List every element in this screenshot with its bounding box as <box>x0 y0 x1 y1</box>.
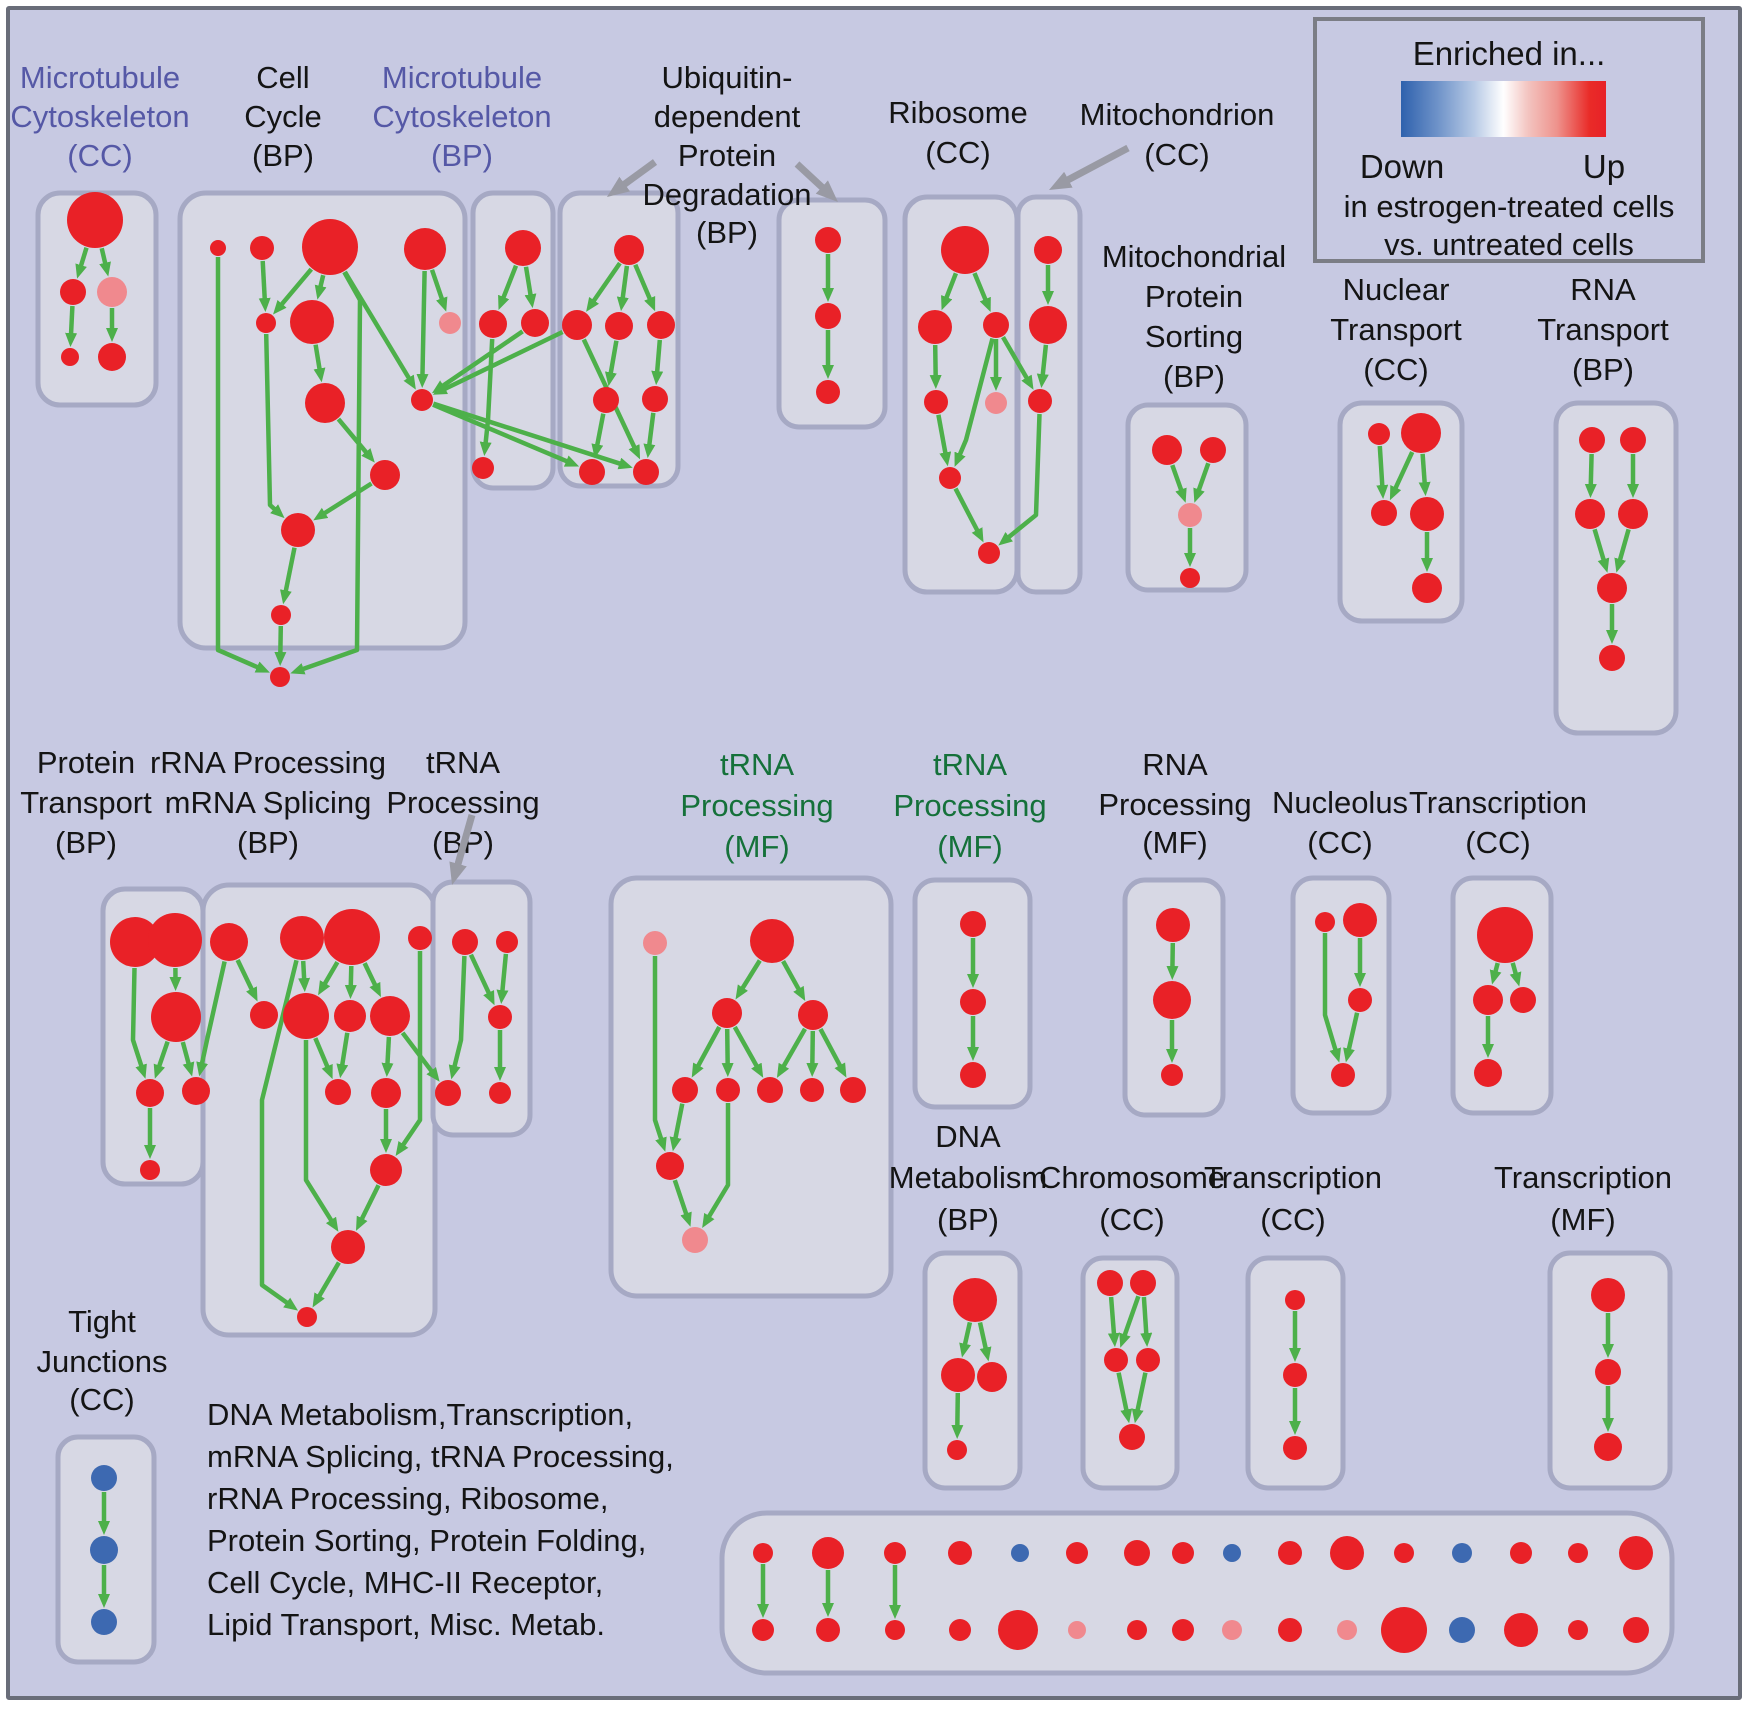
go-term-node <box>978 542 1000 564</box>
cluster-label: (BP) <box>55 825 117 860</box>
cluster-label: rRNA Processing <box>149 745 387 780</box>
go-term-node <box>250 1001 278 1029</box>
go-term-node <box>983 312 1009 338</box>
nuclear-transport-cc-edge <box>1423 454 1425 486</box>
go-term-node <box>884 1542 906 1564</box>
go-term-node <box>488 1005 512 1029</box>
microtubule-cytoskeleton-cc-edge <box>71 306 73 337</box>
go-term-node <box>1172 1542 1194 1564</box>
cluster-label: (CC) <box>925 135 991 170</box>
cluster-label: (BP) <box>432 825 494 860</box>
cluster-label: tRNA <box>425 745 501 780</box>
go-term-node <box>1575 499 1605 529</box>
cluster-label: Junctions <box>36 1344 168 1379</box>
go-term-node <box>1597 573 1627 603</box>
go-term-node <box>1368 423 1390 445</box>
cell-cycle-bp-edge <box>422 271 424 378</box>
go-term-node <box>815 303 841 329</box>
go-term-node <box>1452 1543 1472 1563</box>
cluster-label: (CC) <box>1144 137 1210 172</box>
color-legend <box>1313 17 1705 263</box>
go-term-node <box>977 1362 1007 1392</box>
go-term-node <box>1579 427 1605 453</box>
rna-transport-bp-edge <box>1591 454 1592 488</box>
go-term-node <box>885 1620 905 1640</box>
cluster-label: RNA <box>1570 272 1636 307</box>
cluster-label: (BP) <box>1163 359 1225 394</box>
chromosome-cc-edge <box>1144 1297 1147 1337</box>
go-term-node <box>182 1077 210 1105</box>
go-term-node <box>656 1152 684 1180</box>
cluster-label: Mitochondrion <box>1079 97 1275 132</box>
cluster-label: (CC) <box>1099 1202 1165 1237</box>
go-term-node <box>411 389 433 411</box>
cluster-label: (MF) <box>724 829 790 864</box>
go-term-node <box>682 1227 708 1253</box>
go-term-node <box>1618 499 1648 529</box>
go-term-node <box>1510 1542 1532 1564</box>
go-term-node <box>1343 903 1377 937</box>
go-term-node <box>479 310 507 338</box>
cluster-label: Protein <box>677 138 777 173</box>
misc-note-line: DNA Metabolism,Transcription, <box>207 1397 634 1432</box>
go-term-node <box>1410 497 1444 531</box>
go-term-node <box>1136 1348 1160 1372</box>
cluster-label: Processing <box>386 785 540 820</box>
go-term-node <box>960 989 986 1015</box>
go-term-node <box>1180 568 1200 588</box>
cluster-label: Transport <box>20 785 152 820</box>
rrna-processing-mrna-splicing-bp-edge <box>303 961 304 982</box>
cluster-label: tRNA <box>719 747 795 782</box>
cluster-label: Ubiquitin- <box>661 60 793 95</box>
go-term-node <box>1283 1436 1307 1460</box>
cluster-label: (CC) <box>67 138 133 173</box>
cluster-label: (CC) <box>1363 352 1429 387</box>
go-term-node <box>1381 1607 1427 1653</box>
ubiquitin-degradation-bp-a-edge <box>657 340 660 375</box>
go-term-node <box>91 1609 117 1635</box>
go-term-node <box>672 1077 698 1103</box>
go-term-node <box>1278 1541 1302 1565</box>
ribosome-cc-edge <box>935 345 936 379</box>
cluster-label: (BP) <box>431 138 493 173</box>
cluster-label: (CC) <box>69 1382 135 1417</box>
go-term-node <box>60 279 86 305</box>
cluster-label: Mitochondrial <box>1101 239 1287 274</box>
go-term-node <box>404 228 446 270</box>
go-term-node <box>1371 500 1397 526</box>
trna-processing-mf-a-edge <box>812 1031 813 1067</box>
go-term-node <box>750 919 794 963</box>
go-term-node <box>1034 236 1062 264</box>
cluster-label: Chromosome <box>1038 1160 1226 1195</box>
cluster-label: Protein <box>36 745 136 780</box>
go-term-node <box>1619 1536 1653 1570</box>
go-term-node <box>642 386 668 412</box>
cluster-label: (BP) <box>937 1202 999 1237</box>
cluster-label: Microtubule <box>19 60 181 95</box>
cluster-label: Transport <box>1537 312 1669 347</box>
cluster-label: (BP) <box>696 215 758 250</box>
go-term-node <box>1331 1063 1355 1087</box>
go-term-node <box>1222 1620 1242 1640</box>
go-term-node <box>1178 503 1202 527</box>
trna-processing-mf-a-edge <box>727 1029 728 1067</box>
go-term-node <box>1200 437 1226 463</box>
cluster-label: (MF) <box>1142 825 1208 860</box>
cluster-label: (BP) <box>252 138 314 173</box>
cell-cycle-bp-edge <box>263 261 265 302</box>
misc-note-line: rRNA Processing, Ribosome, <box>207 1481 609 1516</box>
cluster-label: Processing <box>680 788 834 823</box>
cluster-label: (CC) <box>1307 825 1373 860</box>
go-term-node <box>256 313 276 333</box>
go-term-node <box>90 1536 118 1564</box>
go-term-node <box>1449 1617 1475 1643</box>
cluster-label: Cell <box>256 60 310 95</box>
go-term-node <box>941 226 989 274</box>
go-term-node <box>643 931 667 955</box>
go-term-node <box>505 230 541 266</box>
go-term-node <box>1152 435 1182 465</box>
chromosome-cc-box <box>1083 1258 1177 1488</box>
go-term-node <box>370 460 400 490</box>
go-term-node <box>960 911 986 937</box>
go-term-node <box>757 1077 783 1103</box>
go-term-node <box>812 1537 844 1569</box>
go-term-node <box>1510 987 1536 1013</box>
go-term-node <box>521 309 549 337</box>
go-term-node <box>452 929 478 955</box>
cluster-label: Cycle <box>244 99 322 134</box>
go-term-node <box>283 993 329 1039</box>
go-term-node <box>815 227 841 253</box>
chromosome-cc-edge <box>1111 1297 1114 1337</box>
go-term-node <box>91 1465 117 1491</box>
cluster-label: Nuclear <box>1342 272 1450 307</box>
go-term-node <box>281 513 315 547</box>
go-term-node <box>61 348 79 366</box>
go-term-node <box>210 240 226 256</box>
go-term-node <box>1156 908 1190 942</box>
go-term-node <box>305 383 345 423</box>
go-term-node <box>1348 988 1372 1012</box>
go-term-node <box>136 1079 164 1107</box>
go-term-node <box>1337 1620 1357 1640</box>
go-term-node <box>985 392 1007 414</box>
go-term-node <box>1473 985 1503 1015</box>
go-term-node <box>324 909 380 965</box>
go-term-node <box>435 1080 461 1106</box>
mitochondrial-protein-sorting-bp-box <box>1128 405 1246 590</box>
go-term-node <box>1315 912 1335 932</box>
label-pointer-arrow <box>1064 148 1128 182</box>
cluster-label: tRNA <box>932 747 1008 782</box>
go-term-node <box>489 1082 511 1104</box>
legend-subtitle-line2: vs. untreated cells <box>1384 227 1634 262</box>
go-term-node <box>924 390 948 414</box>
go-term-node <box>753 1543 773 1563</box>
go-term-node <box>647 311 675 339</box>
go-term-node <box>593 387 619 413</box>
go-term-node <box>1172 1619 1194 1641</box>
go-term-node <box>1068 1621 1086 1639</box>
go-term-node <box>1124 1540 1150 1566</box>
go-term-node <box>941 1358 975 1392</box>
go-term-node <box>1477 907 1533 963</box>
go-term-node <box>800 1078 824 1102</box>
go-term-node <box>840 1077 866 1103</box>
go-term-node <box>1130 1270 1156 1296</box>
go-term-node <box>1283 1363 1307 1387</box>
go-term-node <box>633 459 659 485</box>
go-term-node <box>148 913 202 967</box>
legend-subtitle-line1: in estrogen-treated cells <box>1343 189 1675 224</box>
go-term-node <box>1620 427 1646 453</box>
go-term-node <box>1285 1290 1305 1310</box>
cluster-label: RNA <box>1142 747 1208 782</box>
go-term-node <box>151 992 201 1042</box>
cluster-label: Transcription <box>1493 1160 1673 1195</box>
go-term-node <box>408 926 432 950</box>
cluster-label: Processing <box>893 788 1047 823</box>
go-term-node <box>816 1618 840 1642</box>
go-term-node <box>472 457 494 479</box>
go-term-node <box>1127 1620 1147 1640</box>
misc-note-line: mRNA Splicing, tRNA Processing, <box>207 1439 674 1474</box>
transcription-cc-a-edge <box>1495 963 1498 975</box>
go-term-node <box>97 277 127 307</box>
go-term-node <box>210 923 248 961</box>
cluster-label: mRNA Splicing <box>164 785 372 820</box>
go-term-node <box>562 310 592 340</box>
go-term-node <box>334 1000 366 1032</box>
cluster-label: Cytoskeleton <box>10 99 190 134</box>
go-term-node <box>1595 1359 1621 1385</box>
misc-note-line: Cell Cycle, MHC-II Receptor, <box>207 1565 604 1600</box>
nuclear-transport-cc-edge <box>1380 446 1383 489</box>
cluster-label: Degradation <box>642 177 812 212</box>
go-term-node <box>1568 1620 1588 1640</box>
go-term-node <box>1104 1348 1128 1372</box>
rrna-processing-mrna-splicing-bp-edge <box>351 966 352 989</box>
cluster-label: Transport <box>1330 312 1462 347</box>
go-term-node <box>371 1078 401 1108</box>
go-term-node <box>271 605 291 625</box>
go-term-node <box>614 235 644 265</box>
go-term-node <box>947 1440 967 1460</box>
go-term-node <box>297 1307 317 1327</box>
go-term-node <box>370 1154 402 1186</box>
cluster-label: Ribosome <box>888 95 1028 130</box>
go-term-node <box>579 459 605 485</box>
go-term-node <box>290 300 334 344</box>
cluster-label: Sorting <box>1144 319 1244 354</box>
go-term-node <box>1028 389 1052 413</box>
go-term-node <box>1161 1064 1183 1086</box>
go-term-node <box>302 219 358 275</box>
legend-title: Enriched in... <box>1412 35 1606 72</box>
cell-cycle-bp-edge <box>280 626 281 656</box>
go-term-node <box>1223 1544 1241 1562</box>
go-term-node <box>1623 1617 1649 1643</box>
cluster-label: Protein <box>1144 279 1244 314</box>
go-term-node <box>98 343 126 371</box>
go-term-node <box>1011 1544 1029 1562</box>
go-term-node <box>939 467 961 489</box>
go-term-node <box>1119 1424 1145 1450</box>
go-term-node <box>1401 413 1441 453</box>
go-term-node <box>816 380 840 404</box>
go-term-node <box>1474 1059 1502 1087</box>
go-term-node <box>1591 1278 1625 1312</box>
cluster-label: (MF) <box>937 829 1003 864</box>
cluster-label: (CC) <box>1260 1202 1326 1237</box>
go-term-node <box>798 1000 828 1030</box>
go-term-node <box>1504 1613 1538 1647</box>
go-term-node <box>280 916 324 960</box>
cluster-label: Processing <box>1098 787 1252 822</box>
legend-up-label: Up <box>1582 148 1626 185</box>
cluster-label: Metabolism <box>888 1160 1048 1195</box>
go-term-node <box>1568 1543 1588 1563</box>
cluster-label: (CC) <box>1465 825 1531 860</box>
cluster-label: Microtubule <box>381 60 543 95</box>
cluster-label: Tight <box>68 1304 136 1339</box>
go-term-node <box>1066 1542 1088 1564</box>
go-term-node <box>716 1078 740 1102</box>
go-term-node <box>1599 645 1625 671</box>
cluster-label: dependent <box>653 99 801 134</box>
go-term-node <box>140 1160 160 1180</box>
go-term-node <box>1153 981 1191 1019</box>
cluster-label: (BP) <box>237 825 299 860</box>
go-term-node <box>752 1619 774 1641</box>
go-term-node <box>948 1541 972 1565</box>
misc-note-line: Lipid Transport, Misc. Metab. <box>207 1607 605 1642</box>
go-term-node <box>439 312 461 334</box>
go-term-node <box>1594 1433 1622 1461</box>
cluster-label: Nucleolus <box>1271 785 1409 820</box>
go-term-node <box>250 236 274 260</box>
go-term-node <box>949 1619 971 1641</box>
go-term-node <box>325 1079 351 1105</box>
go-term-node <box>67 192 123 248</box>
go-term-node <box>270 667 290 687</box>
rrna-processing-mrna-splicing-bp-edge <box>387 1037 389 1067</box>
legend-down-label: Down <box>1359 148 1445 185</box>
cluster-label: Transcription <box>1408 785 1588 820</box>
go-term-node <box>1097 1270 1123 1296</box>
dna-metabolism-bp-edge <box>957 1393 958 1429</box>
legend-gradient-bar <box>1401 81 1606 137</box>
go-term-node <box>496 931 518 953</box>
go-term-node <box>1278 1618 1302 1642</box>
cluster-label: (BP) <box>1572 352 1634 387</box>
go-term-node <box>953 1278 997 1322</box>
go-term-node <box>712 998 742 1028</box>
go-term-node <box>1412 573 1442 603</box>
cluster-label: Cytoskeleton <box>372 99 552 134</box>
go-term-node <box>605 312 633 340</box>
cluster-label: Transcription <box>1203 1160 1383 1195</box>
go-term-node <box>1330 1536 1364 1570</box>
go-term-node <box>1394 1543 1414 1563</box>
go-term-node <box>998 1610 1038 1650</box>
go-term-node <box>918 310 952 344</box>
go-term-node <box>960 1062 986 1088</box>
misc-terms-strip-box <box>722 1513 1672 1673</box>
rna-transport-bp-box <box>1556 403 1676 733</box>
go-term-node <box>370 996 410 1036</box>
misc-note-line: Protein Sorting, Protein Folding, <box>207 1523 647 1558</box>
go-term-node <box>331 1230 365 1264</box>
go-term-node <box>1029 306 1067 344</box>
cluster-label: (MF) <box>1550 1202 1616 1237</box>
cluster-label: DNA <box>935 1119 1001 1154</box>
